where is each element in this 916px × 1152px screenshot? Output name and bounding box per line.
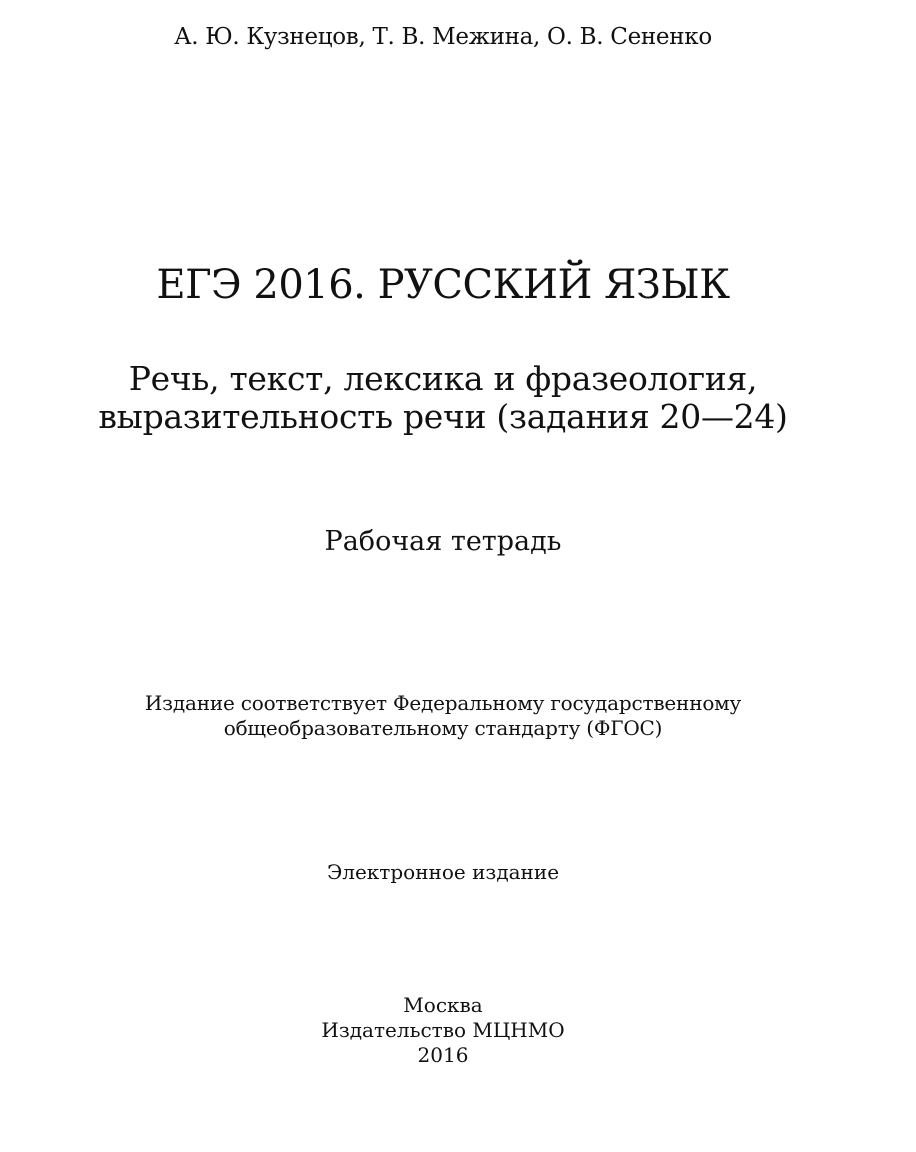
authors-line: А. Ю. Кузнецов, Т. В. Межина, О. В. Сененко — [174, 24, 712, 50]
subtitle-line-1: Речь, текст, лексика и фразеология, — [128, 359, 758, 398]
book-title: ЕГЭ 2016. РУССКИЙ ЯЗЫК — [156, 262, 730, 308]
imprint-city: Москва — [403, 993, 483, 1017]
fgos-statement-line-1: Издание соответствует Федеральному государственному — [144, 691, 742, 715]
subtitle-line-2: выразительность речи (задания 20—24) — [98, 397, 788, 436]
fgos-statement-line-2: общеобразовательному стандарту (ФГОС) — [223, 716, 663, 740]
edition-label: Электронное издание — [326, 860, 560, 884]
imprint-publisher: Издательство МЦНМО — [321, 1018, 565, 1042]
imprint-year: 2016 — [417, 1043, 469, 1067]
workbook-label: Рабочая тетрадь — [324, 526, 562, 557]
